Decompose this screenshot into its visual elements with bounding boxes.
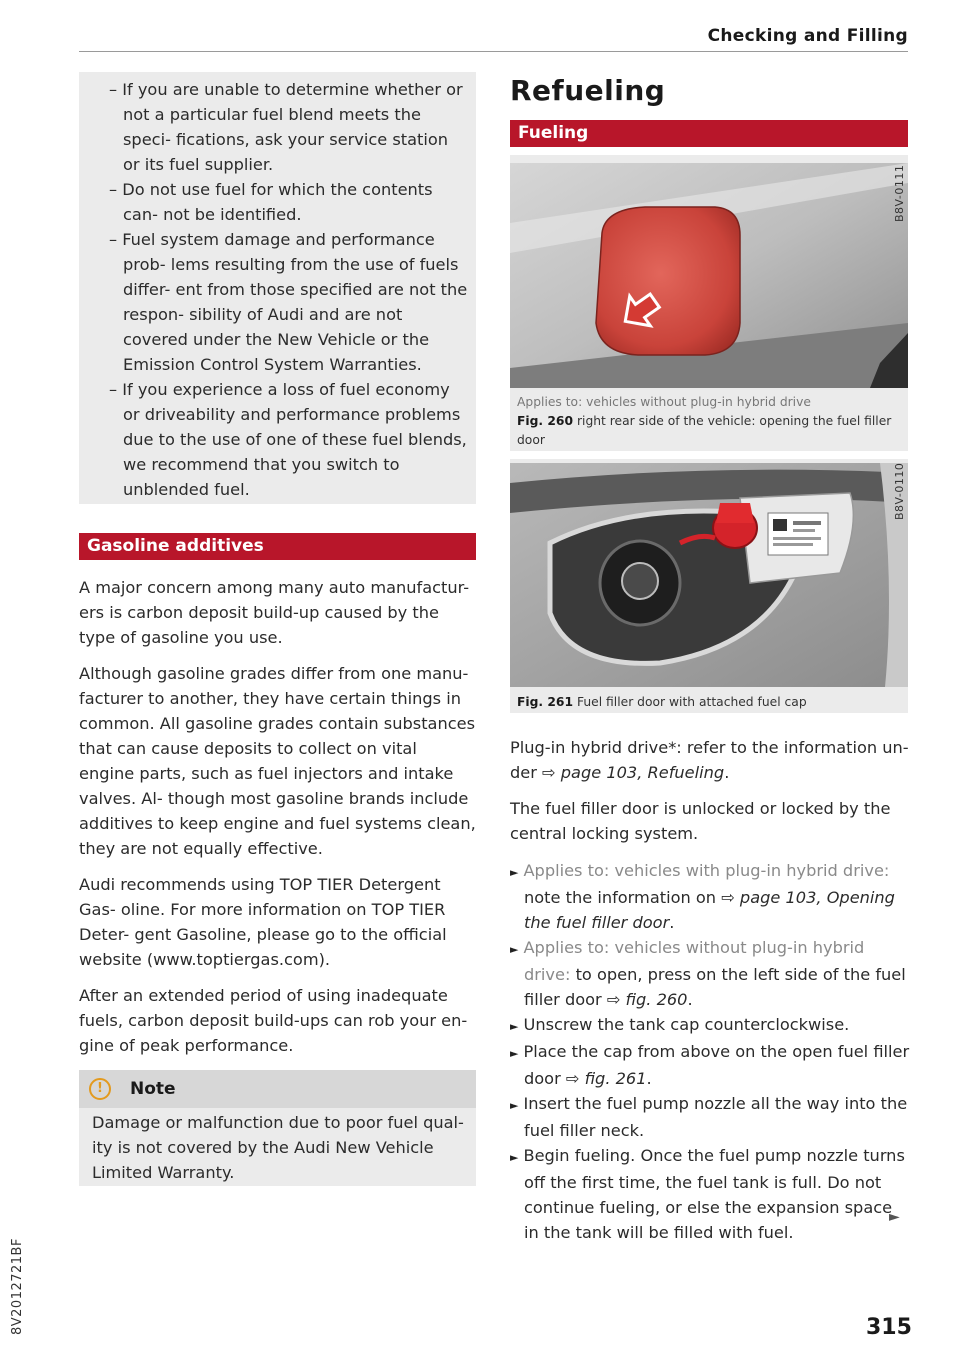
triangle-bullet-icon: ► [510, 1020, 519, 1033]
figure-label: Fig. 260 [517, 414, 574, 428]
triangle-bullet-icon: ► [510, 1099, 519, 1112]
refueling-steps [510, 858, 910, 1245]
figure-caption-text: right rear side of the vehicle: opening the fuel filler door [517, 414, 892, 447]
paragraph: Although gasoline grades differ from one manu- facturer to another, they have certain things in common. All gasoline grades contain substances that can cause deposits to collect on vital engine parts, such as fuel injectors and intake valves. Al- though most gasoline brands include additives to keep engine and fuel systems clean, they are not equally effective. [79, 664, 476, 858]
figure-label: Fig. 261 [517, 695, 574, 709]
list-item: – If you are unable to determine whether or not a particular fuel blend meets the speci- fications, ask your service station or its fuel supplier. [109, 80, 463, 174]
running-header: Checking and Filling [707, 26, 908, 46]
fuel-door-open-image [510, 463, 908, 687]
list-item: ► Unscrew the tank cap counterclockwise. [510, 1015, 850, 1034]
warning-circle-icon: ! [89, 1078, 111, 1100]
triangle-bullet-icon: ► [510, 943, 519, 956]
triangle-bullet-icon: ► [510, 1047, 519, 1060]
triangle-bullet-icon: ► [510, 866, 519, 879]
triangle-bullet-icon: ► [510, 1151, 519, 1164]
page-number: 315 [866, 1315, 912, 1340]
image-code: B8V-0110 [893, 462, 906, 520]
note-text: Damage or malfunction due to poor fuel qual- ity is not covered by the Audi New Vehicle Limited Warranty. [92, 1113, 464, 1182]
list-item: – Do not use fuel for which the contents can- not be identified. [109, 180, 433, 224]
note-title: Note [130, 1079, 176, 1099]
section-heading-fueling: Fueling [510, 120, 908, 147]
paragraph: The fuel filler door is unlocked or locked by the central locking system. [510, 799, 891, 843]
cross-reference-link[interactable]: ⇨ page 103, Opening the fuel filler door [524, 888, 895, 932]
page-title: Refueling [510, 74, 666, 107]
paragraph: Plug-in hybrid drive*: refer to the information un- der ⇨ page 103, Refueling. [510, 738, 909, 782]
cross-reference-link[interactable]: ⇨ page 103, Refueling [542, 763, 725, 782]
figure-260-caption [517, 393, 903, 450]
document-code: 8V2012721BF [10, 1238, 25, 1335]
list-item: ► Insert the fuel pump nozzle all the way into the fuel filler neck. [510, 1094, 908, 1140]
applies-to-note: Applies to: vehicles without plug-in hybrid drive [517, 395, 811, 409]
cross-reference-link[interactable]: ⇨ fig. 260 [606, 990, 688, 1009]
list-item: – If you experience a loss of fuel economy or driveability and performance problems due to the use of one of these fuel blends, we recommend that you switch to unblended fuel. [109, 380, 467, 499]
section-heading-gasoline-additives: Gasoline additives [79, 533, 476, 560]
figure-261-caption [517, 693, 903, 712]
paragraph: Audi recommends using TOP TIER Detergent Gas- oline. For more information on TOP TIER Deter- gent Gasoline, please go to the official website (www.toptiergas.com). [79, 875, 447, 969]
list-item: ► Place the cap from above on the open fuel filler door ⇨ fig. 261. [510, 1042, 910, 1088]
header-divider [79, 51, 908, 52]
image-code: B8V-0111 [893, 164, 906, 222]
continue-arrow-icon: ► [889, 1209, 900, 1225]
list-item: ► Begin fueling. Once the fuel pump nozzle turns off the first time, the fuel tank is full. Do not continue fueling, or else the expansion space in the tank will be filled with fuel. [510, 1146, 905, 1242]
fuel-warning-list [99, 77, 469, 502]
list-item: ► Applies to: vehicles without plug-in hybrid drive: to open, press on the left side of the fuel filler door ⇨ fig. 260. [510, 938, 906, 1009]
cross-reference-link[interactable]: ⇨ fig. 261 [565, 1069, 647, 1088]
list-item: – Fuel system damage and performance prob- lems resulting from the use of fuels differ- ent from those specified are not the respon- sibility of Audi and are not covered under the New Vehicle or the Emission Control System Warranties. [109, 230, 468, 374]
paragraph: After an extended period of using inadequate fuels, carbon deposit build-ups can rob your en- gine of peak performance. [79, 986, 468, 1055]
figure-caption-text: Fuel filler door with attached fuel cap [576, 695, 807, 709]
fuel-door-closed-image [510, 163, 908, 388]
list-item: ► Applies to: vehicles with plug-in hybrid drive: note the information on ⇨ page 103, Opening the fuel filler door. [510, 861, 895, 932]
paragraph: A major concern among many auto manufactur- ers is carbon deposit build-up caused by the type of gasoline you use. [79, 578, 470, 647]
